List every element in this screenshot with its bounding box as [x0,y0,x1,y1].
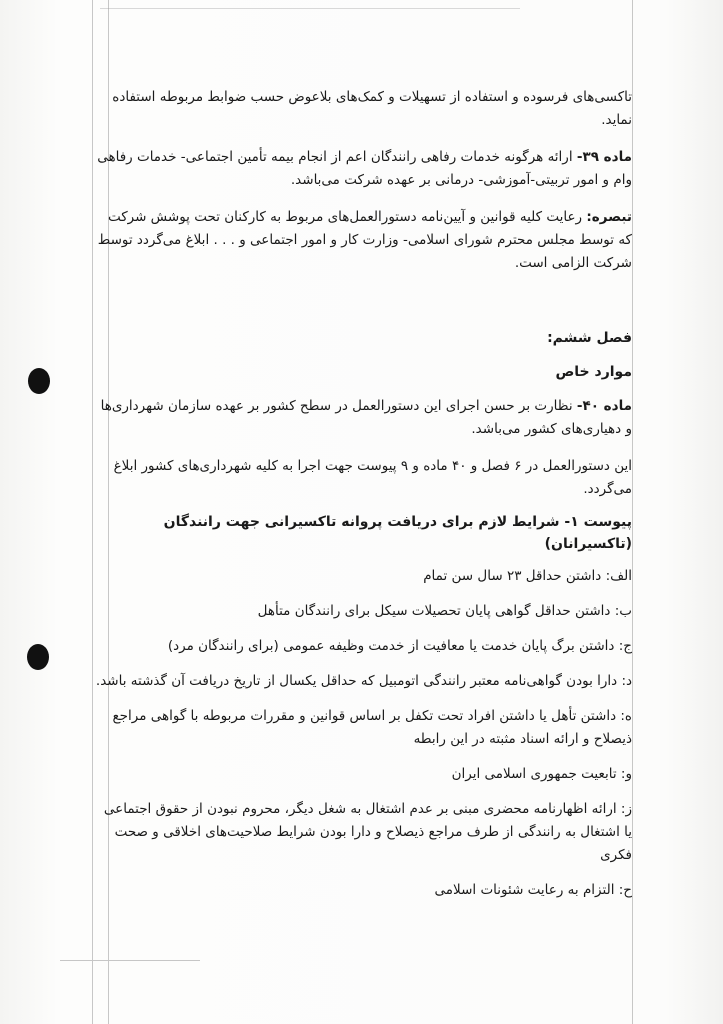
fold-line [632,0,633,1024]
closing-paragraph: این دستورالعمل در ۶ فصل و ۴۰ ماده و ۹ پیوست جهت اجرا به کلیه شهرداری‌های کشور ابلاغ می‌گردد. [113,458,632,497]
punch-hole-top [28,368,50,394]
note-label: تبصره: [586,209,632,225]
note-text: رعایت کلیه قوانین و آیین‌نامه دستورالعمل‌های مربوط به کارکنان تحت پوشش شرکت که توسط مجلس محترم شورای اسلامی- وزارت کار و امور اجتماعی و . . . ابلاغ می‌گردد توسط شرکت الزامی است. [97,209,632,271]
chapter-heading: فصل ششم: [547,330,632,346]
section-heading: موارد خاص [555,364,632,380]
annex-item: ب: داشتن حداقل گواهی پایان تحصیلات سیکل برای رانندگان متأهل [257,603,632,619]
scan-artifact-line [100,8,520,9]
paragraph-continuation: تاکسی‌های فرسوده و استفاده از تسهیلات و کمک‌های بلاعوض حسب ضوابط مربوطه استفاده نماید. [112,89,632,128]
annex-title: پیوست ۱- شرایط لازم برای دریافت پروانه تاکسیرانی جهت رانندگان (تاکسیرانان) [163,514,632,552]
article-40-label: ماده ۴۰- [576,398,632,414]
article-40 [92,395,632,441]
scan-artifact-line [60,960,200,961]
punch-hole-bottom [27,644,49,670]
annex-item: د: دارا بودن گواهی‌نامه معتبر رانندگی اتومبیل که حداقل یکسال از تاریخ دریافت آن گذشته باشد. [95,673,632,689]
annex-item: الف: داشتن حداقل ۲۳ سال سن تمام [423,568,632,584]
annex-item: ز: ارائه اظهارنامه محضری مبنی بر عدم اشتغال به شغل دیگر، محروم نبودن از حقوق اجتماعی یا اشتغال به رانندگی از طرف مراجع ذیصلاح و دارا بودن شرایط صلاحیت‌های اخلاقی و صحت فکری [103,801,632,863]
annex-item: ه: داشتن تأهل یا داشتن افراد تحت تکفل بر اساس قوانین و مقررات مربوطه با گواهی مراجع ذیصلاح و ارائه اسناد مثبته در این رابطه [112,708,632,747]
note-paragraph [92,206,632,275]
article-39-label: ماده ۳۹- [576,149,632,165]
article-40-text: نظارت بر حسن اجرای این دستورالعمل در سطح کشور بر عهده سازمان شهرداری‌ها و دهیاری‌های کشور می‌باشد. [100,398,632,437]
article-39 [92,146,632,192]
annex-item: ج: داشتن برگ پایان خدمت یا معافیت از خدمت وظیفه عمومی (برای رانندگان مرد) [167,638,632,654]
annex-item: ح: التزام به رعایت شئونات اسلامی [434,882,632,898]
document-body [92,86,632,902]
annex-item: و: تابعیت جمهوری اسلامی ایران [451,766,632,782]
article-39-text: ارائه هرگونه خدمات رفاهی رانندگان اعم از انجام بیمه تأمین اجتماعی- خدمات رفاهی وام و امور تربیتی-آموزشی- درمانی بر عهده شرکت می‌باشد. [97,149,632,188]
